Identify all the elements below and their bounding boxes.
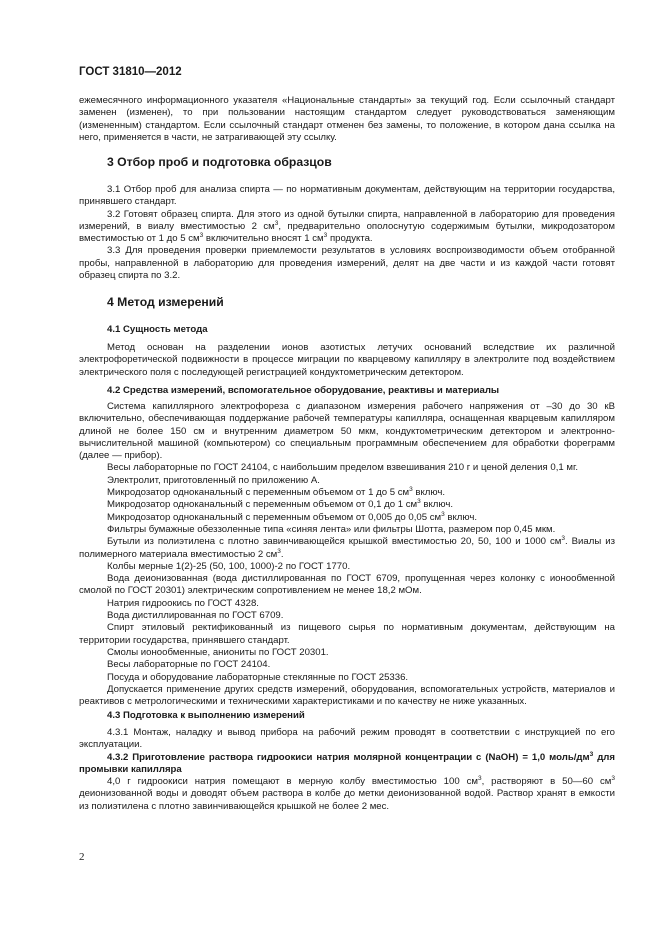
item-dispenser-1: Микродозатор одноканальный с переменным объемом от 1 до 5 $см^3$ включ. bbox=[107, 485, 446, 499]
section-4-2-body bbox=[79, 401, 615, 708]
para-3-3: 3.3 Для проведения проверки приемлемости результатов в условиях воспроизводимости объем отобранной пробы, направленной в лабораторию для проведения измерений, делят на две части и из каждой части готовят образец спирта по 3.2. bbox=[79, 245, 615, 282]
para-4-3-2-title: 4.3.2 Приготовление раствора гидроокиси натрия молярной концентрации c (NaOH) = 1,0 моль/$дм^3$ для промывки капилляра bbox=[79, 750, 615, 775]
para-3-2: 3.2 Готовят образец спирта. Для этого из одной бутылки спирта, направленной в лабораторию для проведения измерений, в виалу вместимостью 2 $см^3$, предварительно ополоснутую содержимым бутылки, микродозатором вместимостью от 1 до 5 $см^3$ включительно вносят 1 $см^3$ продукта. bbox=[79, 208, 615, 245]
document-header: ГОСТ 31810—2012 bbox=[79, 66, 182, 78]
section-3-body bbox=[79, 184, 615, 282]
item-sodium-hydroxide: Натрия гидроокись по ГОСТ 4328. bbox=[107, 597, 259, 609]
section-4-3-title: 4.3 Подготовка к выполнению измерений bbox=[107, 710, 305, 721]
item-resins: Смолы ионообменные, аниониты по ГОСТ 20301. bbox=[107, 646, 329, 658]
para-4-3-1: 4.3.1 Монтаж, наладку и вывод прибора на рабочий режим проводят в соответствии с инструкцией по его эксплуатации. bbox=[79, 727, 615, 751]
item-electrolyte: Электролит, приготовленный по приложению А. bbox=[107, 474, 320, 486]
section-3-title: 3 Отбор проб и подготовка образцов bbox=[107, 155, 332, 169]
item-filters: Фильтры бумажные обеззоленные типа «синяя лента» или фильтры Шотта, размером пор 0,45 мкм. bbox=[107, 523, 556, 535]
item-distilled-water: Вода дистиллированная по ГОСТ 6709. bbox=[107, 610, 284, 622]
item-ethanol: Спирт этиловый ректификованный из пищевого сырья по нормативным документам, действующим на территории государства, принявшего стандарт. bbox=[79, 622, 615, 646]
item-dispenser-3: Микродозатор одноканальный с переменным объемом от 0,005 до 0,05 $см^3$ включ. bbox=[107, 510, 478, 523]
item-dispenser-2: Микродозатор одноканальный с переменным объемом от 0,1 до 1 $см^3$ включ. bbox=[107, 498, 454, 511]
item-scales-2: Весы лабораторные по ГОСТ 24104. bbox=[107, 659, 271, 671]
section-4-1-title: 4.1 Сущность метода bbox=[107, 324, 208, 335]
page-number: 2 bbox=[79, 851, 85, 863]
item-alternatives: Допускается применение других средств измерений, оборудования, вспомогательных устройств, материалов и реактивов с метрологическими и техническими характеристиками и по качеству не ниже указанных. bbox=[79, 683, 615, 708]
item-ce-system: Система капиллярного электрофореза с диапазоном измерения рабочего напряжения от –30 до 30 кВ включительно, обеспечивающая поддержание рабочей температуры капилляра, оснащенная кварцевым капилляром длиной не более 150 см и внутренним диаметром 50 мкм, кондуктометрическим детектором и электронно-вычислительной машиной (компьютером) со специальным программным обеспечением для обработки фореграмм (далее — прибор). bbox=[79, 401, 615, 462]
section-4-2-title: 4.2 Средства измерений, вспомогательное оборудование, реактивы и материалы bbox=[107, 385, 500, 396]
item-glassware: Посуда и оборудование лабораторные стеклянные по ГОСТ 25336. bbox=[107, 671, 409, 683]
intro-paragraph: ежемесячного информационного указателя «Национальные стандарты» за текущий год. Если ссылочный стандарт заменен (изменен), то при пользовании настоящим стандартом следует руководствоваться заменяющим (измененным) стандартом. Если ссылочный стандарт отменен без замены, то положение, в котором дана ссылка на него, применяется в части, не затрагивающей эту ссылку. bbox=[79, 95, 615, 143]
item-bottles: Бутыли из полиэтилена с плотно завинчивающейся крышкой вместимостью 20, 50, 100 и 1000 $см^3$. Виалы из полимерного материала вместимостью 2 $см^3$. bbox=[79, 535, 615, 560]
para-4-3-2-text: 4,0 г гидроокиси натрия помещают в мерную колбу вместимостью 100 $см^3$, растворяют в 50—60 $см^3$ деионизованной воды и доводят объем раствора в колбе до метки деионизованной водой. Раствор хранят в емкости из полиэтилена с плотно завинчивающейся крышкой не более 2 мес. bbox=[79, 775, 615, 812]
item-flasks: Колбы мерные 1(2)-25 (50, 100, 1000)-2 по ГОСТ 1770. bbox=[107, 560, 351, 572]
item-deionized-water: Вода деионизованная (вода дистиллированная по ГОСТ 6709, пропущенная через колонку с ионообменной смолой по ГОСТ 20301) электрическим сопротивлением не менее 18,2 мОм. bbox=[79, 573, 615, 597]
section-4-title: 4 Метод измерений bbox=[107, 295, 224, 309]
para-3-1: 3.1 Отбор проб для анализа спирта — по нормативным документам, действующим на территории государства, принявшего стандарт. bbox=[79, 184, 615, 208]
section-4-3-body bbox=[79, 727, 615, 813]
item-scales-1: Весы лабораторные по ГОСТ 24104, с наибольшим пределом взвешивания 210 г и ценой деления 0,1 мг. bbox=[107, 462, 578, 474]
section-4-1-body: Метод основан на разделении ионов азотистых летучих оснований вследствие их различной электрофоретической подвижности в процессе миграции по кварцевому капилляру в электролите под воздействием электрического поля с последующей регистрацией кондуктометрическим детектором. bbox=[79, 342, 615, 378]
